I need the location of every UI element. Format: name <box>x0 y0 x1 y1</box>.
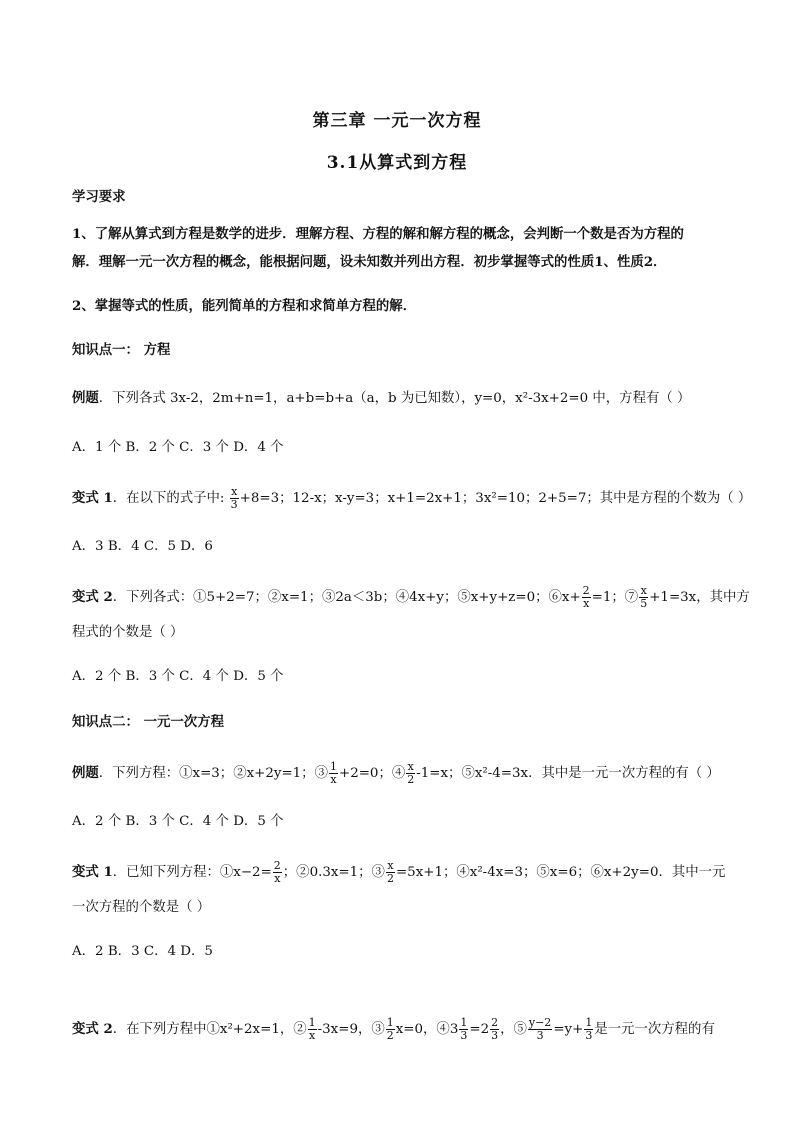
example-1-options: A．1 个 B．2 个 C．3 个 D．4 个 <box>72 440 284 455</box>
requirements-heading: 学习要求 <box>72 189 126 205</box>
variant-2-options: A．2 个 B．3 个 C．4 个 D．5 个 <box>72 669 284 684</box>
fraction: $\frac{2}{x}$ <box>582 584 590 610</box>
fraction: $\frac{y-2}{3}$ <box>528 1016 552 1042</box>
fraction: $\frac{x}{2}$ <box>407 760 415 786</box>
example-1 <box>72 388 727 409</box>
variant-2-line-2: 程式的个数是（ ） <box>72 625 184 640</box>
fraction: $\frac{x}{2}$ <box>386 859 394 885</box>
knowledge-point-2-heading: 知识点二： 一元一次方程 <box>72 714 224 730</box>
fraction: $\frac{1}{3}$ <box>585 1016 593 1042</box>
example-2-label: 例题 <box>72 765 99 781</box>
variant-3-options: A．2 B．3 C．4 D．5 <box>72 944 213 959</box>
variant-3: 变式 1．已知下列方程：①x−2= $\frac{2}{x}$ ；②0.3x=1；③ $\frac{x}{2}$ =5x+1；④x²-4x=3；⑤x=6；⑥x+2y=0．其中一元 <box>72 859 726 885</box>
fraction: $\frac{1}{3}$ <box>460 1016 468 1042</box>
fraction: $\frac{x}{3}$ <box>230 485 238 511</box>
fraction: $\frac{1}{2}$ <box>386 1016 394 1042</box>
variant-4: 变式 2．在下列方程中①x²+2x=1，② $\frac{1}{x}$ -3x=9，③ $\frac{1}{2}$ x=0，④3 $\frac{1}{3}$ =2 $\frac{2}{3}$ ，⑤ $\frac{y-2}{3}$ =y+ $\frac{1}{3}$ 是一元一次方程的有 <box>72 1016 715 1042</box>
variant-2-label: 变式 2 <box>72 589 113 605</box>
fraction: $\frac{1}{x}$ <box>329 760 337 786</box>
requirement-2: 2、掌握等式的性质，能列简单的方程和求简单方程的解． <box>72 298 417 314</box>
variant-3-line-2: 一次方程的个数是（ ） <box>72 900 211 915</box>
variant-1-label: 变式 1 <box>72 490 113 506</box>
variant-1-options: A．3 B．4 C．5 D．6 <box>72 539 213 554</box>
fraction: $\frac{1}{x}$ <box>308 1016 316 1042</box>
section-title: 3.1从算式到方程 <box>326 153 468 173</box>
fraction: $\frac{2}{x}$ <box>273 859 281 885</box>
example-2-options: A．2 个 B．3 个 C．4 个 D．5 个 <box>72 814 284 829</box>
knowledge-point-1-heading: 知识点一： 方程 <box>72 342 171 358</box>
requirement-1-line-1: 1、了解从算式到方程是数学的进步．理解方程、方程的解和解方程的概念，会判断一个数是否为方程的 <box>72 226 684 242</box>
example-1-label: 例题 <box>72 390 99 406</box>
example-2: 例题．下列方程：①x=3；②x+2y=1；③ $\frac{1}{x}$ +2=0；④ $\frac{x}{2}$ -1=x；⑤x²-4=3x．其中是一元一次方程的有（ ） <box>72 760 720 786</box>
requirement-1-line-2: 解．理解一元一次方程的概念，能根据问题，设未知数并列出方程．初步掌握等式的性质1、性质2． <box>72 254 667 270</box>
variant-4-label: 变式 2 <box>72 1021 113 1037</box>
variant-1: 变式 1．在以下的式子中: $\frac{x}{3}$ +8=3；12-x；x-y=3；x+1=2x+1；3x²=10；2+5=7；其中是方程的个数为（ ） <box>72 485 752 511</box>
variant-3-label: 变式 1 <box>72 864 113 880</box>
variant-2: 变式 2．下列各式：①5+2=7；②x=1；③2a＜3b；④4x+y；⑤x+y+z=0；⑥x+ $\frac{2}{x}$ =1；⑦ $\frac{x}{5}$ +1=3x，其中方 <box>72 584 750 610</box>
fraction: $\frac{x}{5}$ <box>640 584 648 610</box>
fraction: $\frac{2}{3}$ <box>491 1016 499 1042</box>
example-1-text: ．下列各式 3x-2，2m+n=1，a+b=b+a（a，b 为已知数），y=0，x²-3x+2=0 中，方程有（ ） <box>98 391 691 406</box>
chapter-title: 第三章 一元一次方程 <box>312 111 482 131</box>
